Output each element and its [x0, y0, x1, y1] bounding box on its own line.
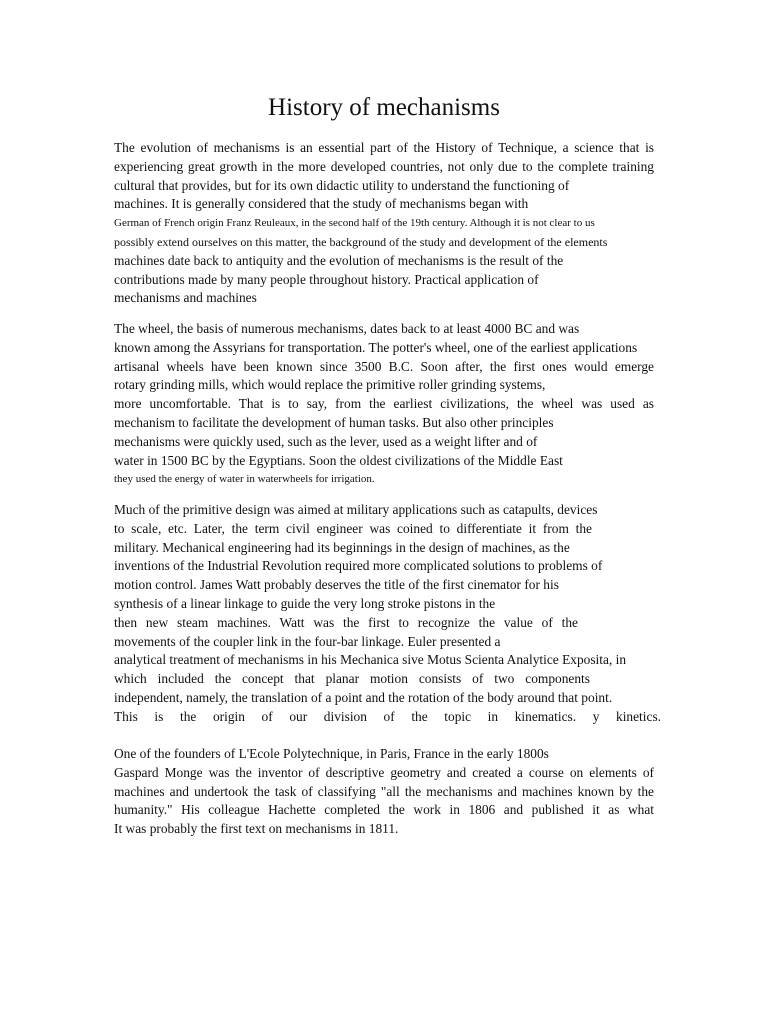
text-line: experiencing great growth in the more developed countries, not only due to the complete training — [114, 158, 654, 174]
text-line: more uncomfortable. That is to say, from the earliest civilizations, the wheel was used as — [114, 396, 654, 412]
text-line: movements of the coupler link in the four-bar linkage. Euler presented a — [114, 633, 501, 649]
text-line: mechanisms and machines — [114, 290, 257, 306]
text-line: The wheel, the basis of numerous mechanisms, dates back to at least 4000 BC and was — [114, 321, 580, 336]
text-line: Much of the primitive design was aimed at military applications such as catapults, devices — [114, 502, 598, 517]
paragraph-design — [114, 501, 661, 727]
page-title: History of mechanisms — [268, 94, 500, 121]
text-line: humanity." His colleague Hachette completed the work in 1806 and published it as what — [114, 802, 654, 818]
text-line: possibly extend ourselves on this matter, the background of the study and development of the elements — [114, 234, 608, 249]
paragraph-monge — [114, 745, 654, 839]
text-line: motion control. James Watt probably deserves the title of the first cinemator for his — [114, 577, 559, 593]
text-line: The evolution of mechanisms is an essential part of the History of Technique, a science that is — [114, 140, 654, 155]
text-line: synthesis of a linear linkage to guide the very long stroke pistons in the — [114, 595, 496, 611]
text-line: they used the energy of water in waterwheels for irrigation. — [114, 473, 375, 486]
text-line: One of the founders of L'Ecole Polytechnique, in Paris, France in the early 1800s — [114, 746, 549, 761]
text-line: water in 1500 BC by the Egyptians. Soon the oldest civilizations of the Middle East — [114, 452, 563, 468]
paragraph-intro — [114, 139, 654, 308]
text-line: military. Mechanical engineering had its beginnings in the design of machines, as the — [114, 539, 570, 555]
paragraph-wheel — [114, 320, 654, 489]
text-line: artisanal wheels have been known since 3500 B.C. Soon after, the first ones would emerge — [114, 358, 654, 374]
text-line: contributions made by many people throughout history. Practical application of — [114, 271, 539, 287]
text-line: known among the Assyrians for transportation. The potter's wheel, one of the earliest applications — [114, 339, 638, 355]
text-line: Gaspard Monge was the inventor of descriptive geometry and created a course on elements of — [114, 764, 654, 780]
text-line: then new steam machines. Watt was the first to recognize the value of the — [114, 614, 578, 630]
text-line: It was probably the first text on mechanisms in 1811. — [114, 821, 399, 837]
text-line: inventions of the Industrial Revolution required more complicated solutions to problems of — [114, 558, 603, 574]
text-line: which included the concept that planar motion consists of two components — [114, 671, 590, 687]
text-line: machines date back to antiquity and the evolution of mechanisms is the result of the — [114, 252, 564, 268]
text-line: analytical treatment of mechanisms in his Mechanica sive Motus Scienta Analytice Exposita, in — [114, 652, 627, 668]
text-line: rotary grinding mills, which would replace the primitive roller grinding systems, — [114, 377, 546, 393]
text-line: independent, namely, the translation of a point and the rotation of the body around that point. — [114, 689, 613, 705]
text-line: mechanisms were quickly used, such as the lever, used as a weight lifter and of — [114, 433, 538, 449]
text-line: to scale, etc. Later, the term civil engineer was coined to differentiate it from the — [114, 520, 592, 536]
text-line: This is the origin of our division of the topic in kinematics. y kinetics. — [114, 708, 661, 724]
text-line: German of French origin Franz Reuleaux, in the second half of the 19th century. Although it is not clear to us — [114, 217, 595, 230]
text-line: machines. It is generally considered that the study of mechanisms began with — [114, 196, 529, 212]
text-line: machines and undertook the task of classifying "all the mechanisms and machines known by the — [114, 783, 654, 799]
text-line: mechanism to facilitate the development of human tasks. But also other principles — [114, 414, 554, 430]
text-line: cultural that provides, but for its own didactic utility to understand the functioning of — [114, 177, 570, 193]
